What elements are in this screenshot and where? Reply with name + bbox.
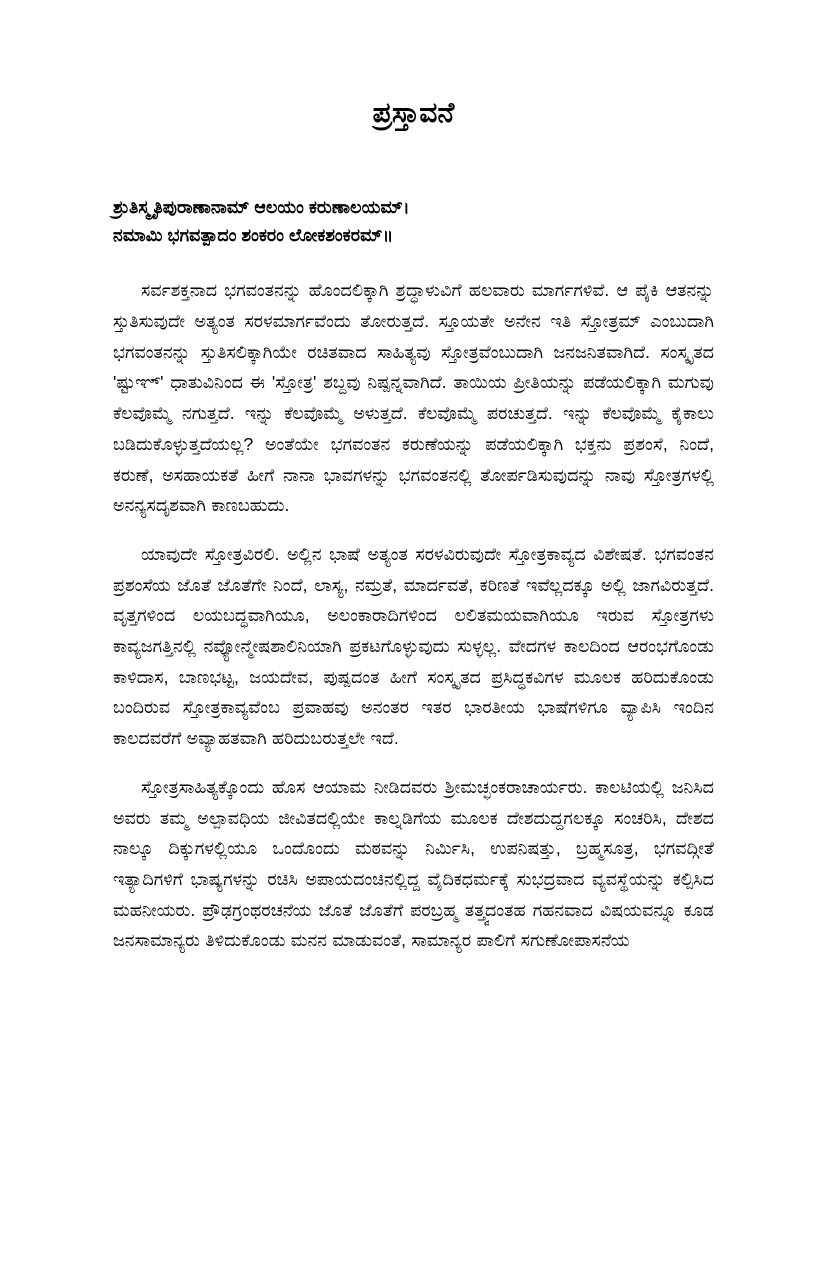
body-paragraph-2: ಯಾವುದೇ ಸ್ತೋತ್ರವಿರಲಿ. ಅಲ್ಲಿನ ಭಾಷೆ ಅತ್ಯಂತ ಸರಳವಿರುವುದೇ ಸ್ತೋತ್ರಕಾವ್ಯದ ವಿಶೇಷತೆ. ಭಗವಂತನ ಪ್ರಶಂಸೆಯ ಜೊತೆ ಜೊತೆಗೇ ನಿಂದೆ, ಲಾಸ್ಯ, ನಮ್ರತೆ, ಮಾರ್ದವತೆ, ಕರಿಣತೆ ಇವೆಲ್ಲದಕ್ಕೂ ಅಲ್ಲಿ ಜಾಗವಿರುತ್ತದೆ. ವೃತ್ತಗಳಿಂದ ಲಯಬದ್ಧವಾಗಿಯೂ, ಅಲಂಕಾರಾದಿಗಳಿಂದ ಲಲಿತಮಯವಾಗಿಯೂ ಇರುವ ಸ್ತೋತ್ರಗಳು ಕಾವ್ಯಜಗತ್ತಿನಲ್ಲಿ ನವ್ಯೋನ್ಮೇಷಶಾಲಿನಿಯಾಗಿ ಪ್ರಕಟಗೊಳ್ಳುವುದು ಸುಳ್ಳಲ್ಲ. ವೇದಗಳ ಕಾಲದಿಂದ ಆರಂಭಗೊಂಡು ಕಾಳಿದಾಸ, ಬಾಣಭಟ್ಟ, ಜಯದೇವ, ಪುಷ್ಪದಂತ ಹೀಗೆ ಸಂಸ್ಕೃತದ ಪ್ರಸಿದ್ಧಕವಿಗಳ ಮೂಲಕ ಹರಿದುಕೊಂಡು ಬಂದಿರುವ ಸ್ತೋತ್ರಕಾವ್ಯವೆಂಬ ಪ್ರವಾಹವು ಅನಂತರ ಇತರ ಭಾರತೀಯ ಭಾಷೆಗಳಿಗೂ ವ್ಯಾಪಿಸಿ ಇಂದಿನ ಕಾಲದವರೆಗೆ ಅವ್ಯಾಹತವಾಗಿ ಹರಿದುಬರುತ್ತಲೇ ಇದೆ. xyxy=(113,543,714,749)
verse-line-2: ನಮಾಮಿ ಭಗವತ್ಪಾದಂ ಶಂಕರಂ ಲೋಕಶಂಕರಮ್॥ xyxy=(113,224,394,245)
page-content xyxy=(113,0,714,956)
page-title: ಪ್ರಸ್ತಾವನೆ xyxy=(372,97,455,128)
invocation-verse xyxy=(113,130,714,250)
body-paragraph-3: ಸ್ತೋತ್ರಸಾಹಿತ್ಯಕ್ಕೊಂದು ಹೊಸ ಆಯಾಮ ನೀಡಿದವರು ಶ್ರೀಮಚ್ಛಂಕರಾಚಾರ್ಯರು. ಕಾಲಟಿಯಲ್ಲಿ ಜನಿಸಿದ ಅವರು ತಮ್ಮ ಅಲ್ಪಾವಧಿಯ ಜೀವಿತದಲ್ಲಿಯೇ ಕಾಲ್ನಡಿಗೆಯ ಮೂಲಕ ದೇಶದುದ್ದಗಲಕ್ಕೂ ಸಂಚರಿಸಿ, ದೇಶದ ನಾಲ್ಕೂ ದಿಕ್ಕುಗಳಲ್ಲಿಯೂ ಒಂದೊಂದು ಮಠವನ್ನು ನಿರ್ಮಿಸಿ, ಉಪನಿಷತ್ತು, ಬ್ರಹ್ಮಸೂತ್ರ, ಭಗವದ್ಗೀತೆ ಇತ್ಯಾದಿಗಳಿಗೆ ಭಾಷ್ಯಗಳನ್ನು ರಚಿಸಿ ಅಪಾಯದಂಚಿನಲ್ಲಿದ್ದ ವೈದಿಕಧರ್ಮಕ್ಕೆ ಸುಭದ್ರವಾದ ವ್ಯವಸ್ಥೆಯನ್ನು ಕಲ್ಪಿಸಿದ ಮಹನೀಯರು. ಪ್ರೌಢಗ್ರಂಥರಚನೆಯ ಜೊತೆ ಜೊತೆಗೆ ಪರಬ್ರಹ್ಮ ತತ್ತ್ವದಂತಹ ಗಹನವಾದ ವಿಷಯವನ್ನೂ ಕೂಡ ಜನಸಾಮಾನ್ಯರು ತಿಳಿದುಕೊಂಡು ಮನನ ಮಾಡುವಂತೆ, ಸಾಮಾನ್ಯರ ಪಾಲಿಗೆ ಸಗುಣೋಪಾಸನೆಯ xyxy=(113,776,714,951)
verse-line-1: ಶ್ರುತಿಸ್ಮೃತಿಪುರಾಣಾನಾಮ್ ಆಲಯಂ ಕರುಣಾಲಯಮ್। xyxy=(113,196,410,217)
body-paragraph-1: ಸರ್ವಶಕ್ತನಾದ ಭಗವಂತನನ್ನು ಹೊಂದಲಿಕ್ಕಾಗಿ ಶ್ರದ್ಧಾಳುವಿಗೆ ಹಲವಾರು ಮಾರ್ಗಗಳಿವೆ. ಆ ಪೈಕಿ ಆತನನ್ನು ಸ್ತುತಿಸುವುದೇ ಅತ್ಯಂತ ಸರಳಮಾರ್ಗವೆಂದು ತೋರುತ್ತದೆ. ಸ್ತೂಯತೇ ಅನೇನ ಇತಿ ಸ್ತೋತ್ರಮ್ ಎಂಬುದಾಗಿ ಭಗವಂತನನ್ನು ಸ್ತುತಿಸಲಿಕ್ಕಾಗಿಯೇ ರಚಿತವಾದ ಸಾಹಿತ್ಯವು ಸ್ತೋತ್ರವೆಂಬುದಾಗಿ ಜನಜನಿತವಾಗಿದೆ. ಸಂಸ್ಕೃತದ 'ಷ್ಟುಞ್' ಧಾತುವಿನಿಂದ ಈ 'ಸ್ತೋತ್ರ' ಶಬ್ದವು ನಿಷ್ಪನ್ನವಾಗಿದೆ. ತಾಯಿಯ ಪ್ರೀತಿಯನ್ನು ಪಡೆಯಲಿಕ್ಕಾಗಿ ಮಗುವು ಕೆಲವೊಮ್ಮೆ ನಗುತ್ತದೆ. ಇನ್ನು ಕೆಲವೊಮ್ಮೆ ಅಳುತ್ತದೆ. ಕೆಲವೊಮ್ಮೆ ಪರಚುತ್ತದೆ. ಇನ್ನು ಕೆಲವೊಮ್ಮೆ ಕೈಕಾಲು ಬಡಿದುಕೊಳ್ಳುತ್ತದೆಯಲ್ಲ? ಅಂತೆಯೇ ಭಗವಂತನ ಕರುಣೆಯನ್ನು ಪಡೆಯಲಿಕ್ಕಾಗಿ ಭಕ್ತನು ಪ್ರಶಂಸೆ, ನಿಂದೆ, ಕರುಣೆ, ಅಸಹಾಯಕತೆ ಹೀಗೆ ನಾನಾ ಭಾವಗಳನ್ನು ಭಗವಂತನಲ್ಲಿ ತೋರ್ಪಡಿಸುವುದನ್ನು ನಾವು ಸ್ತೋತ್ರಗಳಲ್ಲಿ ಅನನ್ಯಸದೃಶವಾಗಿ ಕಾಣಬಹುದು. xyxy=(113,280,714,516)
